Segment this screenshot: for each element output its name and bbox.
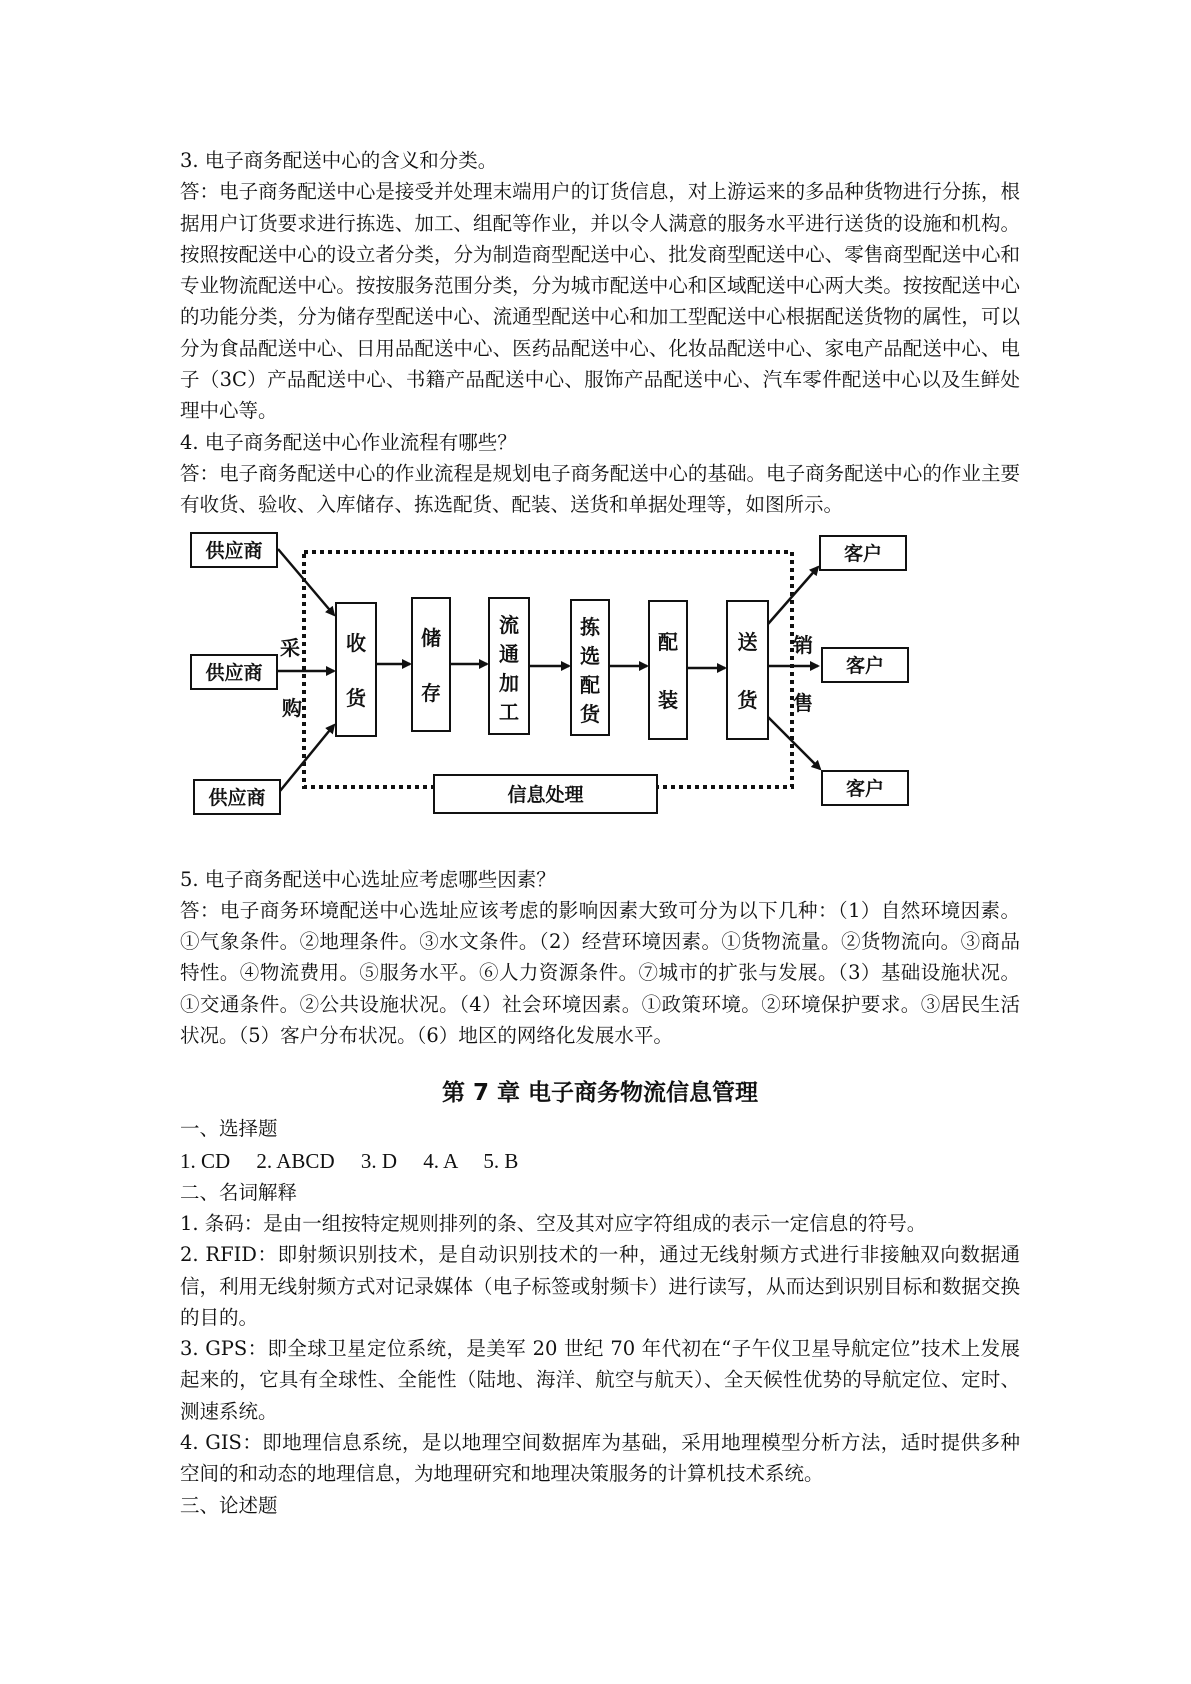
section-choice-heading: 一、选择题	[180, 1117, 278, 1141]
step-picking: 拣 选 配 货	[570, 599, 610, 736]
chapter-title: 第 7 章 电子商务物流信息管理	[441, 1080, 759, 1107]
distribution-center-boundary	[304, 552, 792, 787]
term-gps: 3. GPS：即全球卫星定位系统，是美军 20 世纪 70 年代初在“子午仪卫星导航定位”技术上发展起来的，它具有全球性、全能性（陆地、海洋、航空与航天）、全天候性优势的导航定位、定时、测速系统。	[180, 1337, 1020, 1423]
procurement-label-2: 购	[282, 695, 302, 720]
customer-box-2: 客户	[821, 647, 909, 683]
q4-title: 4. 电子商务配送中心作业流程有哪些？	[180, 430, 517, 454]
procurement-label-1: 采	[280, 635, 300, 660]
supplier-box-3: 供应商	[193, 779, 281, 815]
info-processing-box: 信息处理	[433, 774, 658, 814]
step-processing: 流 通 加 工	[488, 597, 530, 735]
q5-answer: 答：电子商务环境配送中心选址应该考虑的影响因素大致可分为以下几种：（1）自然环境因素。①气象条件。②地理条件。③水文条件。（2）经营环境因素。①货物流量。②货物流向。③商品特性。④物流费用。⑤服务水平。⑥人力资源条件。⑦城市的扩张与发展。（3）基础设施状况。①交通条件。②公共设施状况。（4）社会环境因素。①政策环境。②环境保护要求。③居民生活状况。（5）客户分布状况。（6）地区的网络化发展水平。	[180, 898, 1020, 1048]
choice-answers: 1. CD 2. ABCD 3. D 4. A 5. B	[180, 1148, 519, 1173]
sales-label-2: 售	[793, 690, 813, 715]
q4-answer: 答：电子商务配送中心的作业流程是规划电子商务配送中心的基础。电子商务配送中心的作业主要有收货、验收、入库储存、拣选配货、配装、送货和单据处理等，如图所示。	[180, 461, 1020, 517]
section-terms-heading: 二、名词解释	[180, 1180, 298, 1204]
arrow-customer-1	[768, 567, 818, 624]
section-essay-heading: 三、论述题	[180, 1493, 278, 1517]
step-delivery: 送 货	[726, 600, 769, 740]
customer-box-1: 客户	[819, 535, 907, 571]
supplier-box-2: 供应商	[190, 654, 278, 690]
step-loading: 配 装	[648, 600, 688, 740]
customer-box-3: 客户	[821, 770, 909, 806]
q3-answer: 答：电子商务配送中心是接受并处理末端用户的订货信息，对上游运来的多品种货物进行分拣，根据用户订货要求进行拣选、加工、组配等作业，并以令人满意的服务水平进行送货的设施和机构。按照按配送中心的设立者分类，分为制造商型配送中心、批发商型配送中心、零售商型配送中心和专业物流配送中心。按按服务范围分类，分为城市配送中心和区域配送中心两大类。按按配送中心的功能分类，分为储存型配送中心、流通型配送中心和加工型配送中心根据配送货物的属性，可以分为食品配送中心、日用品配送中心、医药品配送中心、化妆品配送中心、家电产品配送中心、电子（3C）产品配送中心、书籍产品配送中心、服饰产品配送中心、汽车零件配送中心以及生鲜处理中心等。	[180, 180, 1020, 423]
sales-label-1: 销	[793, 632, 813, 657]
term-gis: 4. GIS：即地理信息系统，是以地理空间数据库为基础，采用地理模型分析方法，适时提供多种空间的和动态的地理信息，为地理研究和地理决策服务的计算机技术系统。	[180, 1431, 1020, 1486]
arrow-supplier-3	[280, 725, 334, 791]
step-storage: 储 存	[411, 597, 451, 732]
term-rfid: 2. RFID：即射频识别技术，是自动识别技术的一种，通过无线射频方式进行非接触双向数据通信，利用无线射频方式对记录媒体（电子标签或射频卡）进行读写，从而达到识别目标和数据交换的目的。	[180, 1243, 1020, 1329]
step-receiving: 收 货	[335, 602, 377, 737]
q5-title: 5. 电子商务配送中心选址应考虑哪些因素？	[180, 867, 556, 891]
document-page	[180, 145, 1020, 1521]
q3-title: 3. 电子商务配送中心的含义和分类。	[180, 149, 498, 172]
term-barcode: 1. 条码：是由一组按特定规则排列的条、空及其对应字符组成的表示一定信息的符号。	[180, 1211, 927, 1235]
supplier-box-1: 供应商	[190, 532, 278, 568]
distribution-flow-diagram	[180, 529, 1020, 854]
